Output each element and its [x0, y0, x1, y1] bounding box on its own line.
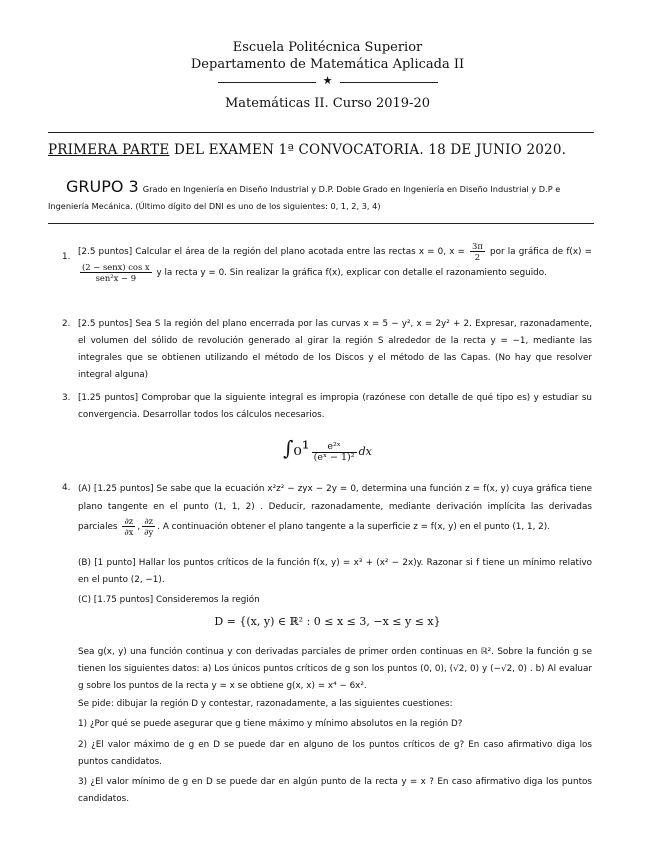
fraction-denominator: 2	[474, 252, 481, 262]
group-description: Grado en Ingeniería en Diseño Industrial y D.P. Doble Grado en Ingeniería en Diseño Industrial y D.P e Ingeniería Mecánica. (Último dígito del DNI es uno de los siguientes: 0, 1, 2, 3, 4)	[48, 184, 561, 211]
problem-4b: (B) [1 punto] Hallar los puntos críticos de la función f(x, y) = x³ + (x² − 2x)y. Razonar si f tiene un mínimo relativo en el punto (2, −1).	[78, 558, 592, 585]
course-title: Matemáticas II. Curso 2019-20	[225, 96, 430, 111]
department-name: Departamento de Matemática Aplicada II	[190, 57, 465, 72]
exam-title-rest: DEL EXAMEN 1ª CONVOCATORIA. 18 DE JUNIO 2020.	[169, 142, 567, 158]
integral-sign: ∫₀¹	[283, 436, 310, 460]
problem-1-text-c: y la recta y = 0. Sin realizar la gráfica f(x), explicar con detalle el razonamiento seguido.	[153, 268, 547, 278]
group-block	[48, 178, 596, 215]
dx: dx	[358, 445, 372, 458]
problem-2: [2.5 puntos] Sea S la región del plano encerrada por las curvas x = 5 − y², x = 2y² + 2. Expresar, razonadamente, el volumen del sólido de revolución generado al girar la región S alrededor de la recta y = −1, mediante las integrales que se obtienen utilizando el método de los Discos y el método de las Capas. (No hay que resolver integral alguna)	[78, 319, 592, 380]
fraction-3pi-over-2	[470, 241, 485, 262]
fraction-numerator: ∂z	[142, 516, 155, 527]
problem-4a: (A) [1.25 puntos] Se sabe que la ecuación x²z² − zyx − 2y = 0, determina una función z = f(x, y) cuya gráfica tiene plano tangente en el punto (1, 1, 2) . Deducir, razonadamente, mediante derivación implícita las derivadas parciales $\frac{\partial z}{\partial x}$ , $\frac{\partial z}{\partial y}$ . A continuación obtener el plano tangente a la superficie z = f(x, y) en el punto (1, 1, 2).	[78, 484, 592, 537]
fraction-denominator: ∂y	[144, 527, 154, 537]
fraction-numerator: 3π	[472, 241, 483, 251]
group-label: GRUPO 3	[66, 177, 139, 196]
fraction-numerator: ∂z	[122, 516, 135, 527]
problem-2-number: 2.	[62, 319, 71, 329]
exam-title	[48, 142, 566, 158]
problem-4c: (C) [1.75 puntos] Consideremos la región	[78, 595, 260, 605]
problem-3-number: 3.	[62, 393, 71, 403]
region-D-definition: D = {(x, y) ∈ ℝ² : 0 ≤ x ≤ 3, −x ≤ y ≤ x}	[214, 615, 441, 628]
problem-4a-text-b: . A continuación obtener el plano tangente a la superficie z = f(x, y) en el punto (1, 1, 2).	[157, 522, 550, 532]
problem-4a-text-a: (A) [1.25 puntos] Se sabe que la ecuación x²z² − zyx − 2y = 0, determina una función z = f(x, y) cuya gráfica tiene plano tangente en el punto (1, 1, 2) . Deducir, razonadamente, mediante derivación implícita las derivadas parciales	[78, 484, 592, 532]
group-rule-bottom	[48, 223, 594, 224]
problem-4-number: 4.	[62, 483, 71, 493]
integral-display	[0, 436, 655, 463]
problem-1-text-b: por la gráfica de f(x) =	[486, 247, 592, 257]
header-divider-right	[340, 82, 438, 83]
fraction-denominator: ∂x	[124, 527, 134, 537]
question-3: 3) ¿El valor mínimo de g en D se puede dar en algún punto de la recta y = x ? En caso afirmativo diga los puntos candidatos.	[78, 777, 592, 804]
fraction-function	[80, 262, 152, 283]
star-icon: ★	[322, 74, 333, 87]
problem-4c-ask: Se pide: dibujar la región D y contestar, razonadamente, a las siguientes cuestiones:	[78, 699, 453, 709]
question-2: 2) ¿El valor máximo de g en D se puede dar en alguno de los puntos críticos de g? En caso afirmativo diga los puntos candidatos.	[78, 740, 592, 767]
question-1: 1) ¿Por qué se puede asegurar que g tiene máximo y mínimo absolutos en la región D?	[78, 719, 463, 729]
fraction-denominator: (eˣ − 1)²	[313, 451, 355, 463]
fraction-numerator: e²ˣ	[312, 442, 357, 453]
fraction-numerator: (2 − senx) cos x	[82, 262, 150, 272]
integrand-fraction	[312, 442, 357, 463]
problem-1	[78, 241, 592, 283]
school-name: Escuela Politécnica Superior	[232, 40, 423, 55]
partial-dz-dx	[122, 516, 135, 537]
exam-title-underlined: PRIMERA PARTE	[48, 142, 170, 158]
problem-1-text-a: [2.5 puntos] Calcular el área de la región del plano acotada entre las rectas x = 0, x =	[78, 247, 469, 257]
partial-dz-dy	[142, 516, 155, 537]
title-rule-top	[48, 132, 594, 133]
problem-1-number: 1.	[62, 252, 71, 262]
fraction-denominator: sen²x − 9	[95, 273, 137, 283]
problem-3: [1.25 puntos] Comprobar que la siguiente integral es impropia (razónese con detalle de qué tipo es) y estudiar su convergencia. Desarrollar todos los cálculos necesarios.	[78, 393, 592, 420]
problem-4c-data: Sea g(x, y) una función continua y con derivadas parciales de primer orden continuas en ℝ². Sobre la función g se tienen los siguientes datos: a) Los únicos puntos críticos de g son los puntos (0, 0), (√2, 0) y (−√2, 0) . b) Al evaluar g sobre los puntos de la recta y = x se obtiene g(x, x) = x⁴ − 6x².	[78, 647, 592, 691]
